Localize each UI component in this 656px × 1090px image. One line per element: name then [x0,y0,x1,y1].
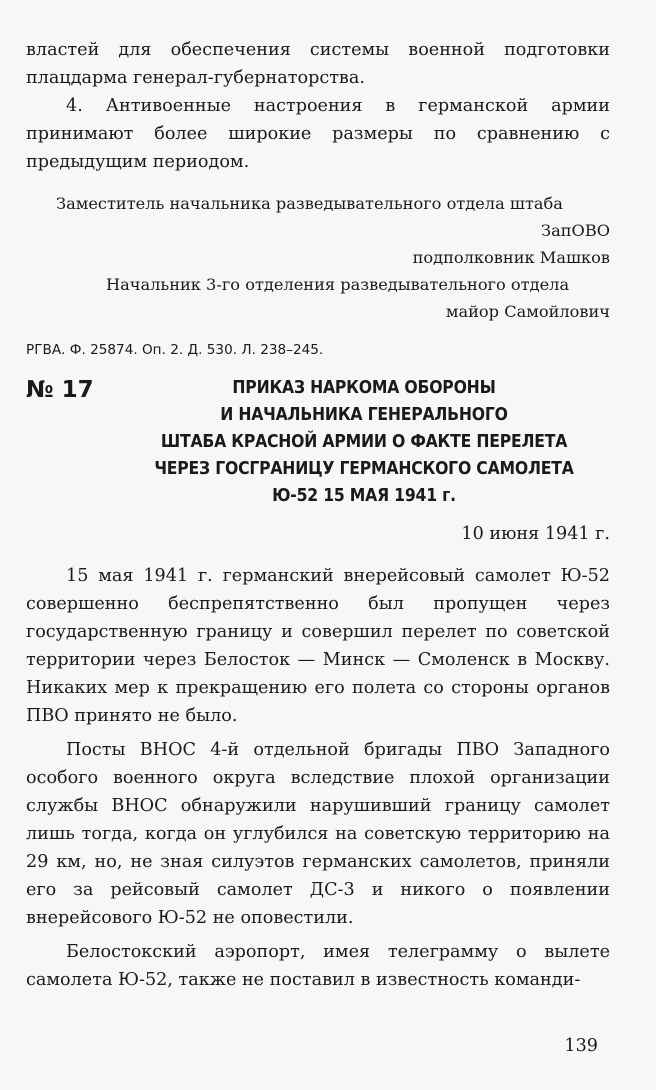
body-paragraph-3: Белостокский аэропорт, имея телеграмму о вылете самолета Ю-52, также не поставил в известность команди- [26,942,610,990]
intro-paragraph-2: 4. Антивоенные настроения в германской армии принимают более широкие размеры по сравнению с предыдущим периодом. [26,96,610,172]
body-paragraph-2: Посты ВНОС 4-й отдельной бригады ПВО Западного особого военного округа вследствие плохой организации службы ВНОС обнаружили нарушивший границу самолет лишь тогда, когда он углубился на советскую территорию на 29 км, но, не зная силуэтов германских самолетов, приняли его за рейсовый самолет ДС-3 и никого о появлении внерейсового Ю-52 не оповестили. [26,740,610,928]
signature-line-2: ЗапОВО [541,221,610,240]
body-paragraph-1: 15 мая 1941 г. германский внерейсовый самолет Ю-52 совершенно беспрепятственно был пропущен через государственную границу и совершил перелет по советской территории через Белосток — Минск — Смоленск в Москву. Никаких мер к прекращению его полета со стороны органов ПВО принято не было. [26,566,610,726]
page-number: 139 [564,1036,598,1056]
document-body [26,562,610,994]
document-title-line: Ю-52 15 МАЯ 1941 г. [272,486,456,506]
signature-line-1: Заместитель начальника разведывательного отдела штаба [56,194,563,213]
document-title-line: ШТАБА КРАСНОЙ АРМИИ О ФАКТЕ ПЕРЕЛЕТА [160,432,568,452]
signature-line-4: Начальник 3-го отделения разведывательного отдела [106,275,570,294]
document-title [118,375,610,510]
document-title-line: И НАЧАЛЬНИКА ГЕНЕРАЛЬНОГО [220,405,508,425]
signature-line-5: майор Самойлович [445,302,610,321]
document-title-line: ЧЕРЕЗ ГОСГРАНИЦУ ГЕРМАНСКОГО САМОЛЕТА [154,459,574,479]
archive-reference: РГВА. Ф. 25874. Оп. 2. Д. 530. Л. 238–245. [26,342,324,358]
document-number: № 17 [26,377,94,403]
document-title-line: ПРИКАЗ НАРКОМА ОБОРОНЫ [232,378,496,398]
signature-block [26,190,610,325]
intro-paragraph-1: властей для обеспечения системы военной подготовки плацдарма генерал-губернаторства. [26,40,610,88]
document-date: 10 июня 1941 г. [461,524,610,544]
document-header [26,375,610,510]
signature-line-3: подполковник Машков [412,248,610,267]
